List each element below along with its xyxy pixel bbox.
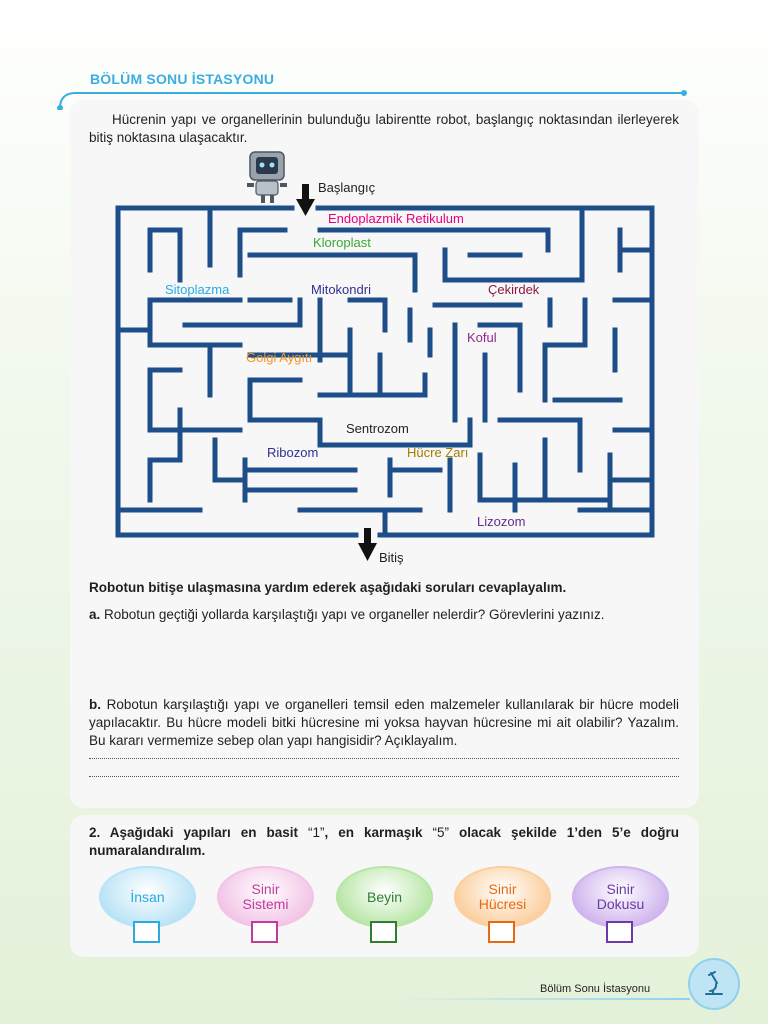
microscope-icon xyxy=(699,969,729,999)
activity2-quote-1: “1” xyxy=(308,825,325,840)
structure-ellipse-5 xyxy=(572,866,669,928)
question-a xyxy=(89,606,679,624)
activity2-text-b: , en karmaşık xyxy=(324,825,423,840)
finish-label: Bitiş xyxy=(379,550,404,565)
number-box-5[interactable] xyxy=(606,921,633,943)
number-box-1[interactable] xyxy=(133,921,160,943)
answer-line-1[interactable] xyxy=(89,757,679,759)
maze-label-endoplazmik-retikulum: Endoplazmik Retikulum xyxy=(328,211,464,226)
section-title: BÖLÜM SONU İSTASYONU xyxy=(90,71,275,87)
question-heading: Robotun bitişe ulaşmasına yardım ederek aşağıdaki soruları cevaplayalım. xyxy=(89,580,567,595)
activity2-number: 2. xyxy=(89,825,101,840)
number-box-2[interactable] xyxy=(251,921,278,943)
activity2-quote-5: “5” xyxy=(432,825,449,840)
maze-label-koful: Koful xyxy=(467,330,497,345)
footer-line xyxy=(400,998,690,1000)
finish-arrow-icon xyxy=(358,528,377,561)
activity2-text-c: olacak şekilde 1’den 5’e doğru numaralandıralım. xyxy=(89,825,679,858)
activity1-intro: Hücrenin yapı ve organellerinin bulunduğu labirentte robot, başlangıç noktasından ilerleyerek bitiş noktasına ulaşacaktır. xyxy=(89,112,679,145)
start-label: Başlangıç xyxy=(318,180,376,195)
footer-badge xyxy=(688,958,740,1010)
activity2-text-a: Aşağıdaki yapıları en basit xyxy=(109,825,299,840)
structure-label-5: Sinir Dokusu xyxy=(596,881,645,912)
structure-ellipse-3 xyxy=(336,866,433,928)
maze-label-lizozom: Lizozom xyxy=(477,514,526,529)
maze-label-hucre-zari: Hücre Zarı xyxy=(407,445,469,460)
maze-label-sentrozom: Sentrozom xyxy=(346,421,409,436)
start-arrow-icon xyxy=(296,184,315,216)
structure-label-4: Sinir Hücresi xyxy=(478,881,527,912)
answer-line-2[interactable] xyxy=(89,775,679,777)
structure-ellipse-1 xyxy=(99,866,196,928)
maze-label-ribozom: Ribozom xyxy=(267,445,319,460)
structure-label-3: Beyin xyxy=(366,888,403,905)
maze-label-kloroplast: Kloroplast xyxy=(313,235,371,250)
maze-label-sitoplazma: Sitoplazma xyxy=(165,282,230,297)
question-b-letter: b. xyxy=(89,697,101,712)
structure-ellipse-4 xyxy=(454,866,551,928)
footer-text: Bölüm Sonu İstasyonu xyxy=(540,983,651,995)
structure-label-2: Sinir Sistemi xyxy=(242,881,289,912)
number-box-3[interactable] xyxy=(370,921,397,943)
maze-walls xyxy=(118,208,652,535)
maze-label-golgi-aygiti: Golgi Aygıtı xyxy=(246,350,313,365)
robot-icon xyxy=(247,152,287,203)
number-box-4[interactable] xyxy=(488,921,515,943)
maze-label-mitokondri: Mitokondri xyxy=(311,282,371,297)
question-b xyxy=(89,696,679,750)
structure-ellipse-2 xyxy=(217,866,314,928)
question-a-letter: a. xyxy=(89,607,101,622)
question-a-text: Robotun geçtiği yollarda karşılaştığı yapı ve organeller nelerdir? Görevlerini yazınız. xyxy=(104,607,605,622)
activity2-question xyxy=(89,824,679,860)
maze-label-cekirdek: Çekirdek xyxy=(488,282,540,297)
question-b-text: Robotun karşılaştığı yapı ve organelleri temsil eden malzemeler kullanılarak bir hücre modeli yapılacaktır. Bu hücre modeli bitki hücresine mi yoksa hayvan hücresine mi ait olabilir? Yazalım. Bu kararı vermemize sebep olan yapı hangisidir? Açıklayalım. xyxy=(89,697,679,748)
structure-label-1: İnsan xyxy=(130,888,165,905)
